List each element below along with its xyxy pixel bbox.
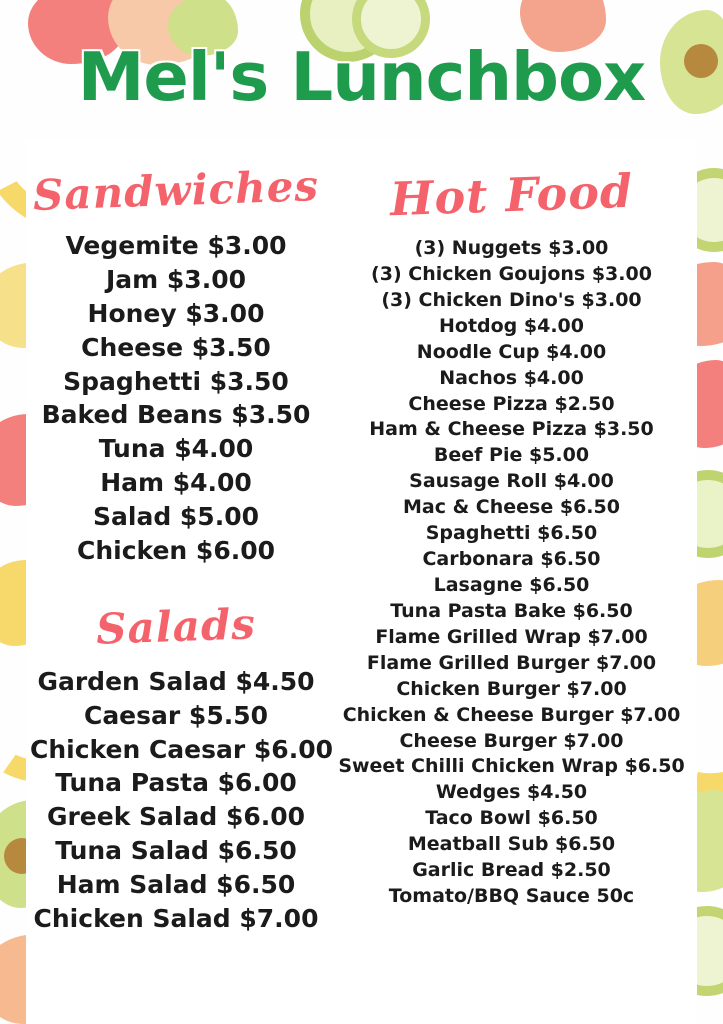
- menu-item: Spaghetti $6.50: [425, 522, 598, 545]
- menu-item: (3) Chicken Dino's $3.00: [381, 288, 642, 311]
- menu-item: Baked Beans $3.50: [41, 400, 311, 430]
- menu-item: Nachos $4.00: [439, 366, 584, 389]
- menu-item: Jam $3.00: [105, 264, 246, 294]
- menu-item: Chicken & Cheese Burger $7.00: [342, 703, 681, 726]
- section-heading-salads: Salads: [95, 598, 257, 654]
- menu-item: Chicken $6.00: [76, 535, 276, 565]
- menu-item: Ham & Cheese Pizza $3.50: [369, 418, 654, 441]
- menu-item: Chicken Caesar $6.00: [30, 734, 333, 764]
- menu-item: Cheese Burger $7.00: [399, 729, 624, 752]
- menu-item: Mac & Cheese $6.50: [403, 496, 620, 519]
- left-column: [26, 150, 333, 1024]
- menu-item: Caesar $5.50: [83, 700, 269, 730]
- menu-item: Tuna $4.00: [98, 434, 254, 464]
- sandwiches-list: [30, 229, 322, 568]
- menu-columns: [26, 150, 697, 1024]
- menu-item: Sweet Chilli Chicken Wrap $6.50: [338, 755, 685, 778]
- menu-item: Flame Grilled Burger $7.00: [366, 651, 657, 674]
- menu-item: Greek Salad $6.00: [46, 802, 306, 832]
- menu-item: Tuna Pasta Bake $6.50: [390, 599, 633, 622]
- section-spacer: [30, 568, 322, 586]
- menu-item: Garlic Bread $2.50: [412, 859, 611, 882]
- menu-item: Tuna Salad $6.50: [55, 836, 297, 866]
- menu-item: Carbonara $6.50: [422, 548, 601, 571]
- section-heading-hot-food: Hot Food: [389, 163, 634, 227]
- menu-item: Spaghetti $3.50: [63, 366, 289, 396]
- menu-item: Beef Pie $5.00: [433, 444, 590, 467]
- menu-item: Taco Bowl $6.50: [425, 807, 598, 830]
- title-band: [0, 0, 723, 140]
- menu-item: Cheese Pizza $2.50: [408, 392, 615, 415]
- menu-item: Vegemite $3.00: [65, 231, 287, 260]
- menu-item: Salad $5.00: [93, 502, 259, 531]
- menu-item: Flame Grilled Wrap $7.00: [375, 625, 648, 648]
- hot-food-list: [330, 236, 693, 910]
- menu-item: Garden Salad $4.50: [37, 666, 315, 696]
- menu-item: Hotdog $4.00: [438, 314, 584, 337]
- menu-item: (3) Chicken Goujons $3.00: [371, 262, 652, 285]
- menu-item: Lasagne $6.50: [433, 573, 590, 596]
- menu-item: Chicken Salad $7.00: [33, 903, 319, 933]
- page-title: Mel's Lunchbox: [77, 38, 646, 116]
- menu-item: Cheese $3.50: [81, 332, 271, 362]
- menu-item: Ham $4.00: [100, 468, 252, 498]
- menu-item: (3) Nuggets $3.00: [414, 237, 609, 259]
- right-column: [326, 150, 697, 1024]
- salads-list: [30, 665, 333, 936]
- menu-item: Tomato/BBQ Sauce 50c: [388, 885, 635, 908]
- menu-item: Tuna Pasta $6.00: [55, 768, 297, 798]
- menu-item: Honey $3.00: [87, 298, 265, 328]
- menu-item: Noodle Cup $4.00: [416, 340, 607, 363]
- menu-item: Meatball Sub $6.50: [407, 833, 616, 856]
- menu-item: Chicken Burger $7.00: [396, 677, 627, 700]
- menu-item: Sausage Roll $4.00: [409, 470, 614, 493]
- menu-item: Wedges $4.50: [435, 781, 588, 804]
- section-heading-sandwiches: Sandwiches: [32, 161, 320, 220]
- menu-item: Ham Salad $6.50: [56, 870, 296, 899]
